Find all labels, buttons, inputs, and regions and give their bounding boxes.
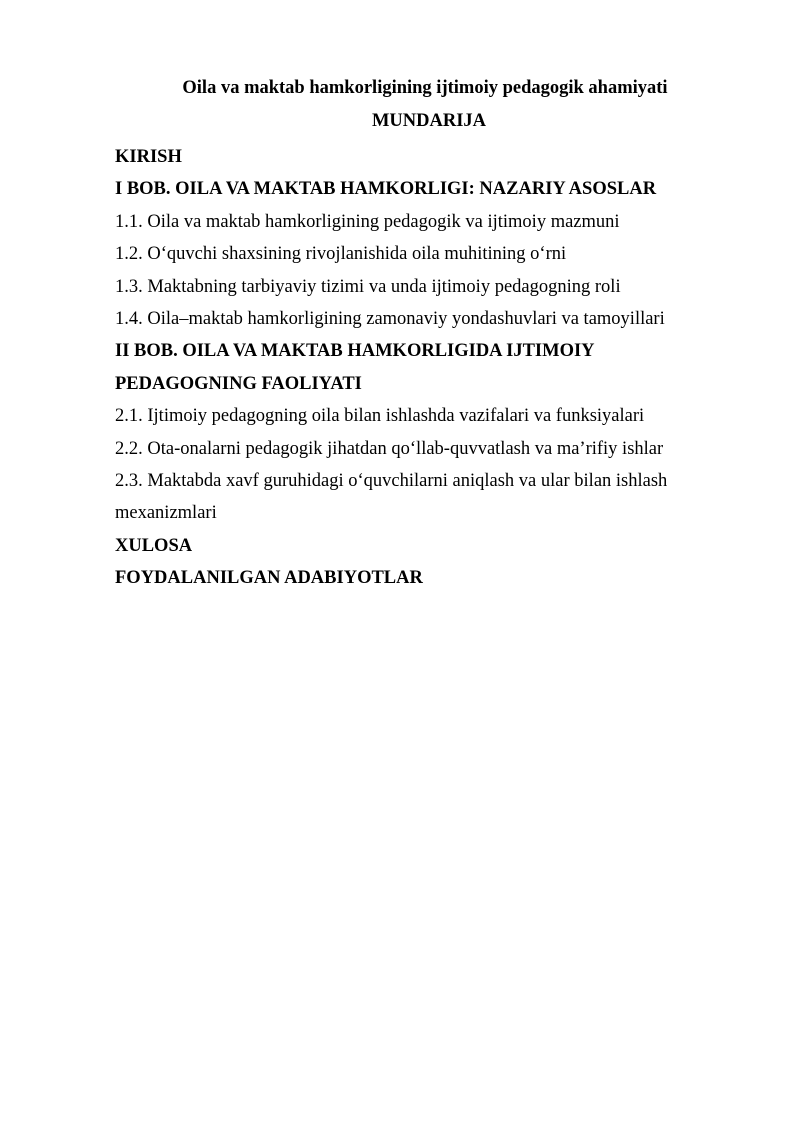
toc-item-section-1-1: 1.1. Oila va maktab hamkorligining pedagogik va ijtimoiy mazmuni (115, 211, 620, 232)
toc-item-section-2-2: 2.2. Ota-onalarni pedagogik jihatdan qo‘llab-quvvatlash va ma’rifiy ishlar (115, 438, 664, 459)
toc-item-section-1-2: 1.2. O‘quvchi shaxsining rivojlanishida oila muhitining o‘rni (115, 244, 567, 265)
toc-item-chapter-2-continued: PEDAGOGNING FAOLIYATI (115, 373, 362, 394)
toc-item-section-2-3: 2.3. Maktabda xavf guruhidagi o‘quvchilarni aniqlash va ular bilan ishlash (115, 471, 668, 492)
toc-item-chapter-2: II BOB. OILA VA MAKTAB HAMKORLIGIDA IJTIMOIY (115, 341, 595, 362)
toc-item-introduction: KIRISH (115, 147, 182, 167)
toc-heading: MUNDARIJA (371, 111, 487, 131)
toc-item-section-1-3: 1.3. Maktabning tarbiyaviy tizimi va unda ijtimoiy pedagogning roli (115, 276, 621, 297)
toc-item-references: FOYDALANILGAN ADABIYOTLAR (115, 568, 423, 589)
toc-item-section-2-1: 2.1. Ijtimoiy pedagogning oila bilan ishlashda vazifalari va funksiyalari (115, 406, 645, 427)
toc-item-conclusion: XULOSA (115, 535, 193, 556)
table-of-contents (115, 141, 695, 595)
toc-item-chapter-1: I BOB. OILA VA MAKTAB HAMKORLIGI: NAZARIY ASOSLAR (115, 179, 657, 200)
toc-item-section-2-3-continued: mexanizmlari (115, 503, 217, 524)
toc-item-section-1-4: 1.4. Oila–maktab hamkorligining zamonaviy yondashuvlari va tamoyillari (115, 309, 665, 330)
document-title: Oila va maktab hamkorligining ijtimoiy pedagogik ahamiyati (182, 78, 668, 98)
